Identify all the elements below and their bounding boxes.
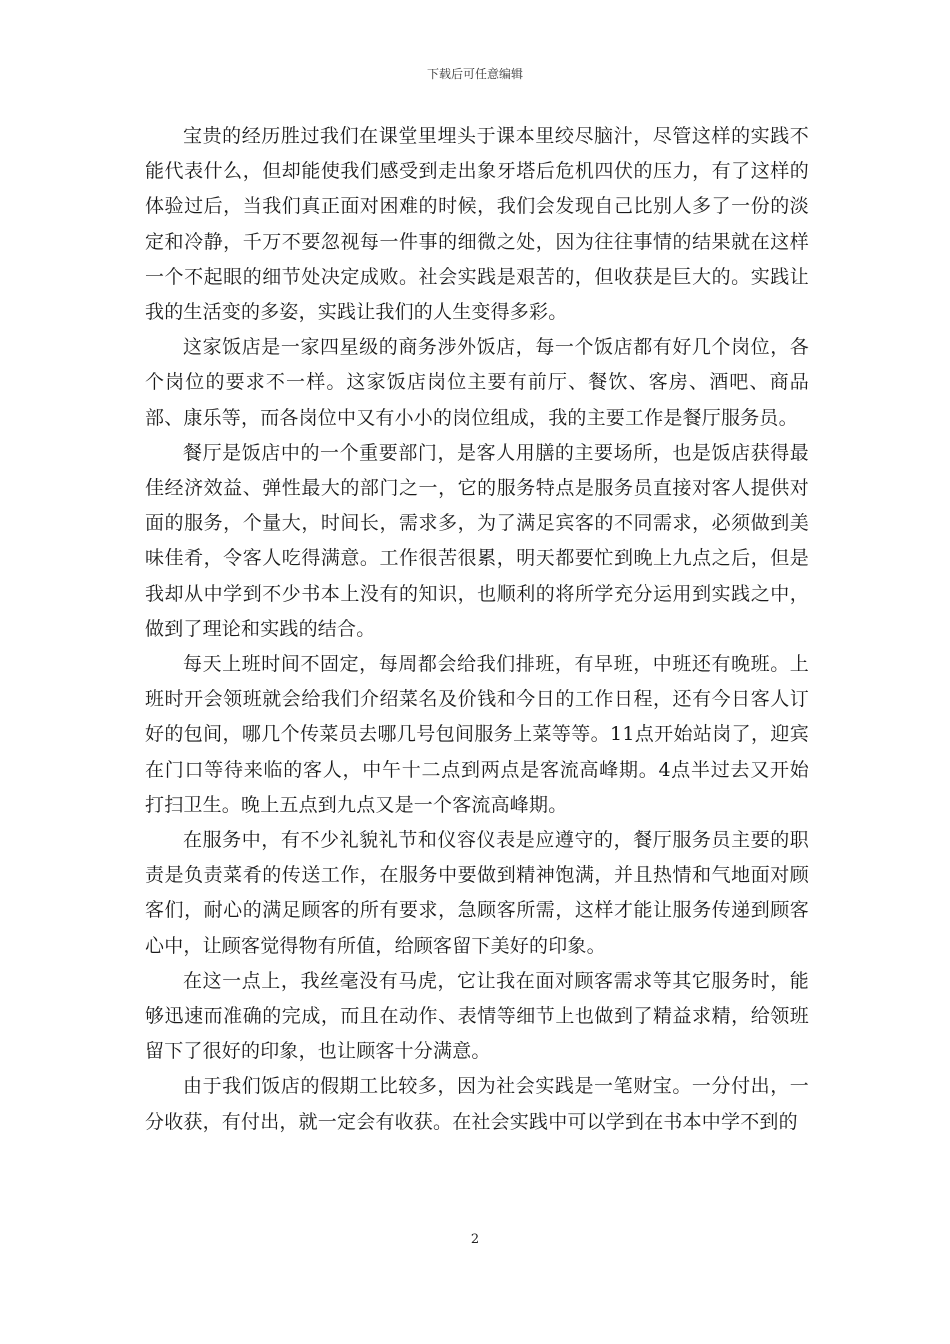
paragraph-7: 由于我们饭店的假期工比较多，因为社会实践是一笔财宝。一分付出，一分收获，有付出，就一定会有收获。在社会实践中可以学到在书本中学不到的 (145, 1075, 809, 1133)
document-body (145, 119, 809, 1140)
paragraph-6: 在这一点上，我丝毫没有马虎，它让我在面对顾客需求等其它服务时，能够迅速而准确的完成，而且在动作、表情等细节上也做到了精益求精，给领班留下了很好的印象，也让顾客十分满意。 (145, 969, 809, 1063)
paragraph-5: 在服务中，有不少礼貌礼节和仪容仪表是应遵守的，餐厅服务员主要的职责是负责菜肴的传送工作，在服务中要做到精神饱满，并且热情和气地面对顾客们，耐心的满足顾客的所有要求，急顾客所需，这样才能让服务传递到顾客心中，让顾客觉得物有所值，给顾客留下美好的印象。 (145, 829, 809, 957)
paragraph-1: 宝贵的经历胜过我们在课堂里埋头于课本里绞尽脑汁，尽管这样的实践不能代表什么，但却能使我们感受到走出象牙塔后危机四伏的压力，有了这样的体验过后，当我们真正面对困难的时候，我们会发现自己比别人多了一份的淡定和冷静，千万不要忽视每一件事的细微之处，因为往往事情的结果就在这样一个不起眼的细节处决定成败。社会实践是艰苦的，但收获是巨大的。实践让我的生活变的多姿，实践让我们的人生变得多彩。 (145, 125, 809, 324)
page-number: 2 (470, 1232, 480, 1247)
page-header: 下载后可任意编辑 (426, 67, 523, 81)
paragraph-2: 这家饭店是一家四星级的商务涉外饭店，每一个饭店都有好几个岗位，各个岗位的要求不一样。这家饭店岗位主要有前厅、餐饮、客房、酒吧、商品部、康乐等，而各岗位中又有小小的岗位组成，我的主要工作是餐厅服务员。 (145, 336, 809, 429)
paragraph-4: 每天上班时间不固定，每周都会给我们排班，有早班，中班还有晚班。上班时开会领班就会给我们介绍菜名及价钱和今日的工作日程，还有今日客人订好的包间，哪几个传菜员去哪几号包间服务上菜等等。11点开始站岗了，迎宾在门口等待来临的客人，中午十二点到两点是客流高峰期。4点半过去又开始打扫卫生。晚上五点到九点又是一个客流高峰期。 (145, 653, 809, 816)
paragraph-3: 餐厅是饭店中的一个重要部门，是客人用膳的主要场所，也是饭店获得最佳经济效益、弹性最大的部门之一，它的服务特点是服务员直接对客人提供对面的服务，个量大，时间长，需求多，为了满足宾客的不同需求，必须做到美味佳肴，令客人吃得满意。工作很苦很累，明天都要忙到晚上九点之后，但是我却从中学到不少书本上没有的知识，也顺利的将所学充分运用到实践之中，做到了理论和实践的结合。 (145, 441, 809, 640)
